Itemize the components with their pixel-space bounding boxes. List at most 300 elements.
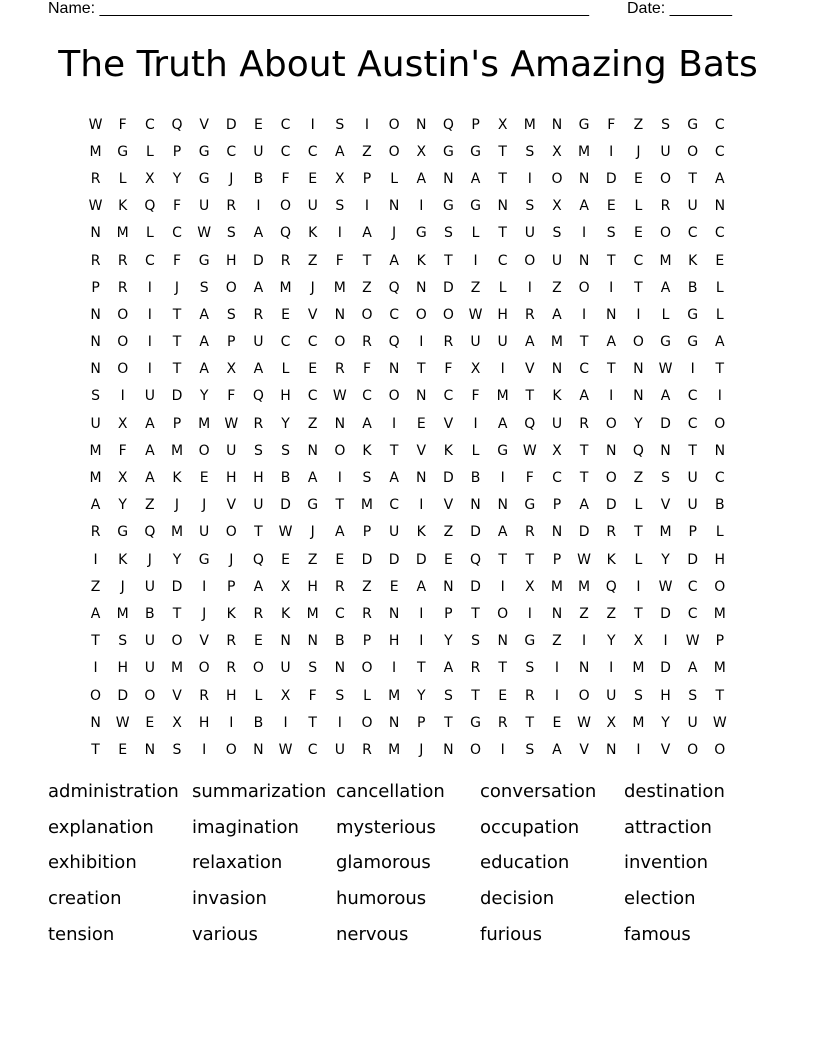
grid-letter: O (117, 334, 129, 351)
grid-letter: U (307, 198, 318, 215)
grid-letter: C (362, 388, 372, 405)
grid-letter: M (170, 524, 184, 541)
grid-letter: O (660, 170, 672, 187)
grid-letter: C (280, 334, 291, 351)
grid-letter: U (144, 388, 155, 405)
grid-letter: T (444, 714, 453, 731)
grid-letter: T (91, 741, 100, 758)
grid-letter: C (280, 143, 291, 160)
grid-letter: S (308, 660, 318, 677)
grid-letter: M (388, 741, 401, 758)
grid-letter: A (525, 334, 535, 351)
grid-letter: G (442, 198, 454, 215)
grid-letter: L (715, 306, 724, 323)
grid-letter: C (443, 388, 454, 405)
grid-letter: B (280, 470, 291, 487)
grid-letter: I (337, 470, 342, 487)
grid-letter: L (634, 497, 643, 514)
grid-letter: O (252, 660, 264, 677)
grid-letter: S (199, 279, 209, 296)
word-bank-item: famous (624, 923, 691, 945)
grid-letter: S (443, 687, 453, 704)
grid-row (82, 356, 734, 383)
grid-letter: Z (579, 605, 589, 622)
grid-letter: A (552, 306, 562, 323)
grid-letter: D (660, 605, 671, 622)
grid-letter: F (172, 252, 182, 269)
grid-letter: I (609, 660, 614, 677)
grid-letter: R (660, 198, 671, 215)
grid-letter: K (118, 198, 128, 215)
grid-letter: V (307, 306, 318, 323)
grid-row (82, 709, 734, 736)
grid-letter: C (687, 605, 698, 622)
grid-letter: W (468, 306, 483, 323)
grid-letter: H (660, 687, 671, 704)
grid-letter: I (147, 306, 152, 323)
grid-row (82, 138, 734, 165)
grid-letter: R (334, 361, 345, 378)
grid-letter: F (118, 442, 127, 459)
grid-letter: I (364, 198, 370, 215)
grid-letter: T (172, 306, 182, 323)
grid-letter: Z (606, 605, 617, 622)
grid-letter: I (554, 687, 560, 704)
grid-letter: H (226, 470, 237, 487)
grid-letter: T (715, 361, 725, 378)
grid-letter: O (361, 714, 373, 731)
grid-letter: D (660, 415, 671, 432)
grid-letter: I (609, 279, 614, 296)
grid-letter: I (527, 170, 532, 187)
grid-letter: T (362, 252, 372, 269)
grid-letter: I (392, 660, 397, 677)
grid-letter: A (335, 524, 345, 541)
grid-letter: G (442, 143, 454, 160)
grid-letter: N (416, 470, 427, 487)
grid-letter: N (334, 660, 346, 677)
grid-letter: O (171, 633, 183, 650)
grid-letter: K (688, 252, 698, 269)
grid-letter: E (145, 714, 155, 731)
grid-row (82, 519, 734, 546)
grid-letter: B (145, 605, 155, 622)
grid-letter: M (496, 388, 509, 405)
grid-letter: N (551, 116, 563, 133)
grid-letter: I (419, 497, 424, 514)
grid-letter: E (335, 551, 345, 568)
grid-letter: G (415, 225, 427, 242)
grid-letter: O (117, 306, 129, 323)
grid-letter: N (551, 605, 563, 622)
grid-letter: G (307, 497, 319, 514)
grid-letter: O (361, 306, 373, 323)
grid-letter: D (280, 497, 291, 514)
grid-letter: M (198, 415, 211, 432)
grid-letter: N (443, 170, 454, 187)
grid-letter: N (633, 361, 644, 378)
grid-letter: J (229, 551, 234, 568)
grid-letter: M (550, 578, 563, 595)
grid-letter: P (552, 497, 562, 514)
grid-letter: R (334, 578, 345, 595)
grid-letter: A (497, 524, 508, 541)
grid-letter: O (714, 415, 726, 432)
grid-letter: S (362, 470, 372, 487)
grid-letter: N (307, 633, 318, 650)
grid-letter: T (688, 442, 697, 459)
grid-letter: C (172, 225, 182, 242)
grid-letter: Y (172, 551, 182, 568)
grid-letter: N (90, 306, 101, 323)
grid-letter: A (497, 415, 508, 432)
grid-row (82, 628, 734, 655)
grid-letter: A (90, 497, 101, 514)
grid-letter: Z (443, 524, 454, 541)
grid-letter: M (333, 279, 346, 296)
grid-letter: R (280, 252, 291, 269)
grid-letter: G (578, 116, 590, 133)
grid-letter: A (579, 497, 589, 514)
grid-letter: X (145, 170, 155, 187)
grid-letter: J (120, 578, 125, 595)
grid-letter: I (609, 143, 614, 160)
grid-letter: N (497, 497, 508, 514)
grid-letter: A (660, 279, 671, 296)
grid-letter: R (362, 334, 372, 351)
word-search-grid (82, 111, 734, 764)
grid-letter: H (226, 687, 237, 704)
grid-letter: Q (605, 578, 617, 595)
grid-letter: M (388, 687, 401, 704)
word-bank-item: explanation (48, 816, 154, 838)
grid-letter: F (607, 116, 616, 133)
grid-letter: O (415, 306, 427, 323)
grid-letter: R (579, 415, 589, 432)
grid-letter: O (442, 306, 454, 323)
word-bank-item: furious (480, 923, 542, 945)
grid-letter: I (500, 578, 505, 595)
grid-letter: O (361, 660, 373, 677)
grid-letter: S (335, 116, 345, 133)
grid-letter: H (307, 578, 318, 595)
grid-letter: K (118, 551, 128, 568)
grid-letter: N (660, 442, 671, 459)
grid-letter: A (416, 170, 427, 187)
grid-letter: K (416, 524, 426, 541)
grid-letter: A (253, 578, 264, 595)
grid-letter: S (525, 741, 535, 758)
grid-letter: I (636, 306, 641, 323)
grid-letter: C (552, 470, 562, 487)
grid-letter: W (658, 578, 673, 595)
grid-letter: L (661, 306, 670, 323)
grid-letter: W (685, 633, 700, 650)
grid-letter: M (578, 143, 591, 160)
grid-letter: L (498, 279, 507, 296)
grid-letter: A (606, 334, 617, 351)
grid-letter: R (253, 415, 264, 432)
grid-letter: X (552, 198, 562, 215)
grid-letter: S (443, 225, 453, 242)
grid-letter: L (471, 225, 480, 242)
grid-letter: I (202, 741, 207, 758)
grid-letter: S (226, 306, 236, 323)
grid-letter: C (714, 143, 725, 160)
grid-letter: S (253, 442, 263, 459)
grid-letter: C (714, 470, 725, 487)
grid-letter: C (144, 252, 155, 269)
grid-letter: T (606, 361, 616, 378)
grid-letter: E (308, 170, 318, 187)
grid-letter: I (473, 252, 478, 269)
name-field-label: Name: _______________________________________________________ (48, 0, 589, 17)
grid-row (82, 492, 734, 519)
grid-letter: K (226, 605, 236, 622)
grid-letter: D (687, 551, 699, 568)
grid-letter: M (116, 605, 129, 622)
grid-letter: Z (90, 578, 101, 595)
grid-letter: X (335, 170, 345, 187)
grid-letter: I (93, 551, 98, 568)
grid-letter: Z (362, 143, 372, 160)
word-bank-item: glamorous (336, 852, 431, 874)
grid-letter: C (687, 578, 698, 595)
grid-letter: M (523, 116, 536, 133)
grid-letter: P (552, 551, 562, 568)
grid-letter: A (307, 470, 318, 487)
grid-letter: P (362, 170, 372, 187)
grid-letter: F (525, 470, 534, 487)
grid-letter: N (578, 170, 590, 187)
grid-letter: E (552, 714, 562, 731)
grid-letter: O (551, 170, 563, 187)
grid-letter: O (714, 741, 726, 758)
word-bank-item: mysterious (336, 816, 436, 838)
word-bank-item: occupation (480, 816, 580, 838)
grid-letter: B (253, 714, 264, 731)
grid-letter: O (687, 741, 699, 758)
grid-letter: S (226, 225, 236, 242)
grid-letter: N (416, 279, 427, 296)
grid-letter: T (634, 279, 643, 296)
grid-row (82, 165, 734, 192)
grid-letter: E (253, 633, 263, 650)
grid-letter: K (362, 442, 372, 459)
grid-row (82, 383, 734, 410)
grid-letter: A (145, 470, 155, 487)
grid-letter: H (198, 714, 210, 731)
grid-letter: D (605, 497, 617, 514)
grid-letter: I (663, 633, 668, 650)
grid-letter: G (687, 334, 699, 351)
grid-letter: I (147, 279, 152, 296)
grid-letter: U (606, 687, 617, 704)
grid-letter: G (470, 198, 481, 215)
grid-letter: B (715, 497, 725, 514)
grid-letter: A (253, 279, 264, 296)
grid-letter: T (498, 551, 507, 568)
grid-letter: J (147, 551, 152, 568)
grid-letter: O (117, 361, 129, 378)
grid-letter: M (632, 714, 645, 731)
grid-letter: N (497, 633, 508, 650)
grid-letter: C (389, 306, 399, 323)
grid-letter: O (225, 524, 237, 541)
grid-letter: U (687, 497, 698, 514)
grid-letter: N (144, 741, 156, 758)
grid-letter: W (712, 714, 727, 731)
grid-letter: U (90, 415, 101, 432)
grid-letter: K (416, 252, 426, 269)
grid-letter: E (715, 252, 725, 269)
grid-letter: N (307, 442, 318, 459)
grid-letter: X (497, 116, 508, 133)
grid-letter: K (172, 470, 182, 487)
grid-letter: F (281, 170, 290, 187)
grid-letter: M (632, 660, 645, 677)
grid-letter: O (497, 605, 509, 622)
grid-letter: V (172, 687, 182, 704)
grid-letter: R (226, 633, 237, 650)
grid-letter: Z (145, 497, 155, 514)
grid-letter: S (335, 198, 345, 215)
grid-letter: Z (633, 470, 644, 487)
grid-letter: C (714, 116, 725, 133)
grid-letter: O (225, 279, 237, 296)
grid-row (82, 274, 734, 301)
grid-letter: M (659, 252, 672, 269)
grid-letter: Y (118, 497, 127, 514)
grid-letter: C (307, 143, 318, 160)
grid-letter: G (497, 442, 509, 459)
grid-letter: C (307, 741, 318, 758)
grid-letter: J (392, 225, 397, 242)
grid-letter: D (470, 578, 481, 595)
grid-letter: O (714, 578, 726, 595)
grid-letter: J (202, 605, 207, 622)
grid-letter: A (90, 605, 101, 622)
grid-letter: A (389, 470, 399, 487)
grid-letter: T (606, 252, 616, 269)
grid-letter: X (280, 687, 291, 704)
grid-letter: N (551, 361, 563, 378)
grid-letter: T (579, 470, 589, 487)
word-bank-item: decision (480, 888, 555, 910)
grid-letter: O (198, 660, 210, 677)
grid-letter: R (117, 279, 128, 296)
grid-letter: N (334, 306, 346, 323)
grid-letter: W (332, 388, 347, 405)
grid-letter: D (660, 660, 671, 677)
grid-letter: S (91, 388, 101, 405)
grid-letter: F (362, 361, 371, 378)
grid-letter: P (172, 143, 182, 160)
word-bank-item: creation (48, 888, 122, 910)
grid-letter: W (88, 116, 103, 133)
grid-letter: T (172, 361, 182, 378)
grid-letter: X (226, 361, 237, 378)
grid-letter: N (90, 225, 101, 242)
grid-letter: X (633, 633, 644, 650)
grid-letter: U (199, 198, 210, 215)
grid-letter: X (416, 143, 427, 160)
grid-letter: O (470, 741, 482, 758)
grid-letter: P (688, 524, 697, 541)
grid-letter: Z (307, 252, 318, 269)
grid-letter: Q (252, 551, 264, 568)
grid-letter: I (419, 605, 424, 622)
word-bank-item: exhibition (48, 852, 137, 874)
grid-letter: O (90, 687, 102, 704)
grid-letter: T (308, 714, 317, 731)
grid-letter: H (280, 388, 291, 405)
grid-letter: H (117, 660, 128, 677)
grid-letter: X (470, 361, 481, 378)
grid-letter: K (606, 551, 616, 568)
grid-letter: F (308, 687, 317, 704)
grid-letter: U (687, 714, 698, 731)
grid-letter: W (577, 551, 592, 568)
grid-letter: I (256, 198, 261, 215)
grid-letter: H (714, 551, 726, 568)
grid-letter: K (552, 388, 562, 405)
grid-letter: V (525, 361, 535, 378)
grid-letter: R (117, 252, 128, 269)
word-bank-item: nervous (336, 923, 409, 945)
grid-letter: S (471, 633, 480, 650)
grid-letter: E (253, 116, 263, 133)
grid-letter: A (552, 741, 562, 758)
grid-letter: D (388, 551, 400, 568)
grid-letter: H (226, 252, 237, 269)
grid-letter: N (606, 442, 617, 459)
grid-letter: D (171, 578, 183, 595)
grid-letter: V (226, 497, 237, 514)
grid-row (82, 573, 734, 600)
grid-letter: R (362, 605, 372, 622)
grid-letter: L (634, 551, 643, 568)
grid-letter: P (91, 279, 100, 296)
grid-letter: L (281, 361, 290, 378)
grid-letter: T (172, 334, 182, 351)
grid-letter: R (253, 306, 264, 323)
grid-letter: O (605, 470, 617, 487)
grid-letter: S (633, 687, 643, 704)
grid-letter: F (335, 252, 344, 269)
grid-letter: T (471, 687, 480, 704)
grid-letter: T (579, 334, 589, 351)
grid-letter: M (170, 442, 184, 459)
grid-letter: D (171, 388, 183, 405)
grid-letter: Q (144, 524, 156, 541)
grid-letter: Q (388, 334, 400, 351)
grid-letter: I (582, 225, 587, 242)
grid-letter: P (172, 415, 182, 432)
grid-letter: W (658, 361, 673, 378)
grid-letter: I (527, 279, 532, 296)
grid-row (82, 437, 734, 464)
grid-letter: N (470, 497, 481, 514)
grid-row (82, 682, 734, 709)
grid-letter: R (90, 524, 101, 541)
grid-letter: M (713, 660, 726, 677)
grid-letter: L (634, 198, 643, 215)
grid-letter: G (117, 524, 129, 541)
grid-letter: M (89, 470, 102, 487)
grid-letter: Q (144, 198, 156, 215)
grid-letter: I (147, 361, 152, 378)
